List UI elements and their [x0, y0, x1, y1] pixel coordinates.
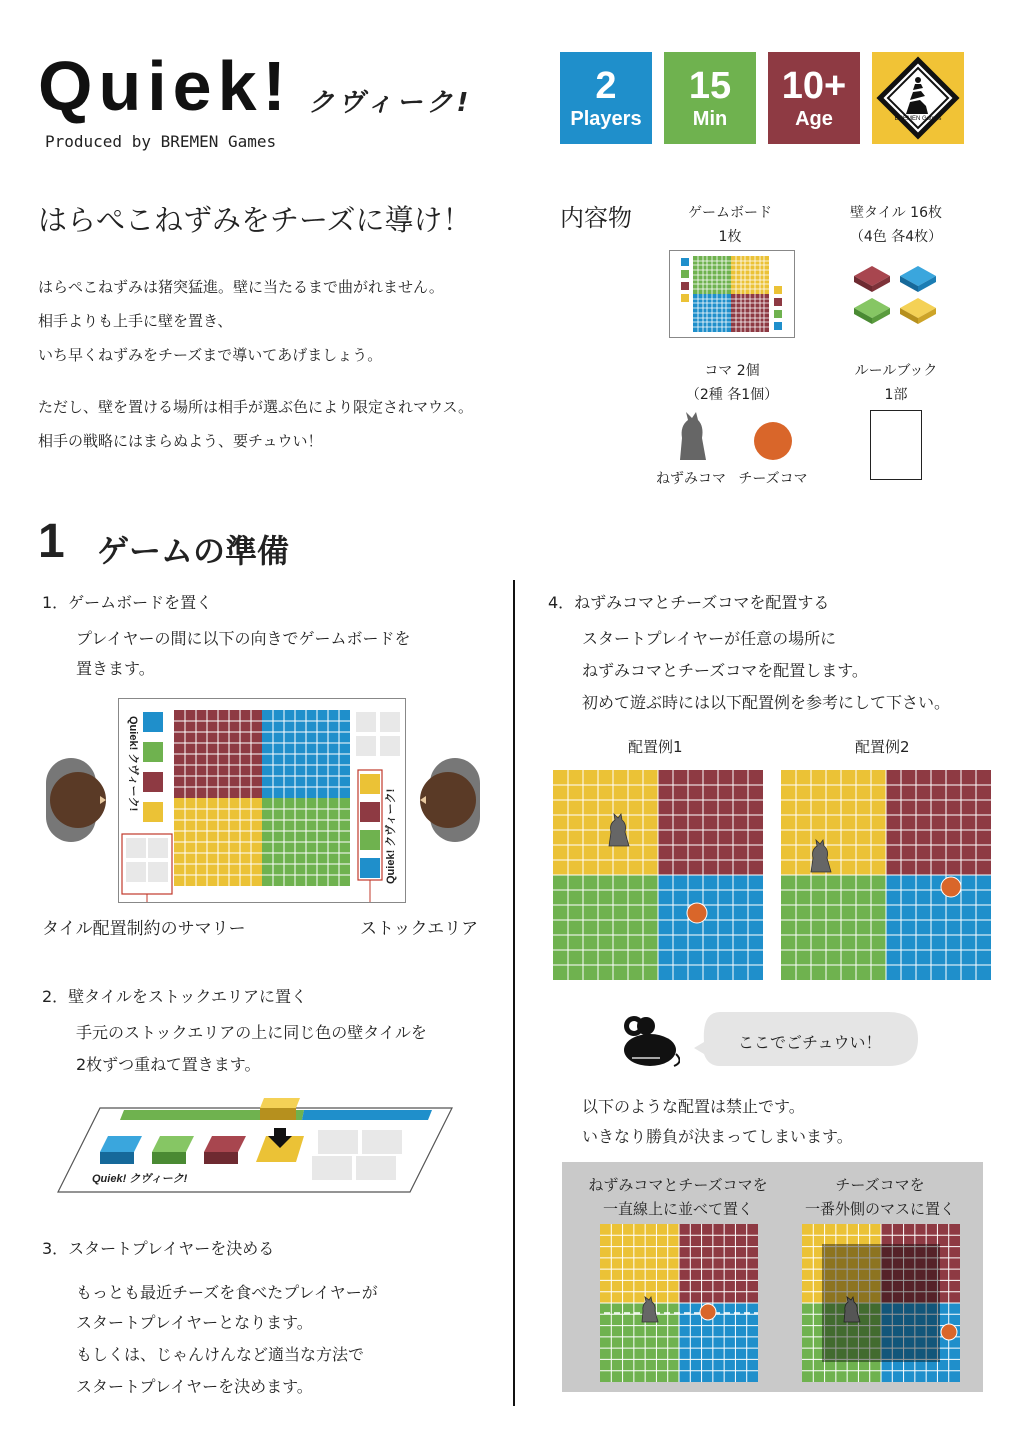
board-text-left: Quiek! クヴィーク! — [127, 716, 139, 812]
step1-heading: 1．ゲームボードを置く — [42, 593, 213, 612]
contents-board-count: 1枚 — [718, 229, 742, 245]
warning-text: 以下のような配置は禁止です。 — [582, 1097, 805, 1116]
contents-rulebook-label: ルールブック — [854, 363, 938, 379]
ban1-board — [600, 1224, 758, 1382]
step2-heading: 2．壁タイルをストックエリアに置く — [42, 987, 308, 1006]
contents-tile-label: 壁タイル 16枚 — [850, 205, 942, 221]
example1-label: 配置例1 — [628, 738, 683, 756]
board-quadrant-tl — [553, 770, 658, 875]
step4-text: ねずみコマとチーズコマを配置します。 — [582, 661, 868, 680]
contents-board-icon — [669, 250, 795, 338]
example2-label: 配置例2 — [855, 738, 910, 756]
players-badge: 2 Players — [560, 52, 652, 144]
column-divider — [513, 580, 515, 1406]
bremen-logo: BREMEN Games — [872, 52, 964, 144]
step4-heading: 4．ねずみコマとチーズコマを配置する — [548, 593, 830, 612]
intro-paragraph: 相手の戦略にはまらぬよう、要チュウい！ — [38, 432, 323, 450]
publisher-credit: Produced by BREMEN Games — [45, 132, 277, 151]
intro-paragraph: ただし、壁を置ける場所は相手が選ぶ色により限定されマウス。 — [38, 398, 474, 416]
mouse-piece-label: ねずみコマ — [656, 471, 726, 487]
ban1-cheese — [700, 1304, 716, 1320]
board-quadrant-bl — [781, 875, 886, 980]
step2-text: 2枚ずつ重ねて置きます。 — [76, 1055, 261, 1074]
cheese-piece-label: チーズコマ — [738, 471, 808, 487]
cheese-piece-icon — [753, 421, 793, 461]
intro-paragraph: 相手よりも上手に壁を置き、 — [38, 312, 233, 330]
contents-board-label: ゲームボード — [688, 205, 772, 221]
contents-tile-count: （4色 各4枚） — [849, 229, 943, 245]
step4-text: スタートプレイヤーが任意の場所に — [582, 629, 837, 648]
mouse-piece-icon — [672, 408, 712, 462]
game-subtitle: クヴィーク! — [308, 88, 473, 118]
player-left-icon — [44, 756, 106, 844]
ban2-cheese — [941, 1324, 957, 1340]
example1-cheese — [687, 903, 707, 923]
step1-text: 置きます。 — [76, 659, 155, 678]
contents-rulebook-count: 1部 — [884, 387, 908, 403]
time-badge: 15 Min — [664, 52, 756, 144]
step3-text: もっとも最近チーズを食べたプレイヤーが — [76, 1283, 378, 1302]
ban1-caption: ねずみコマとチーズコマを — [588, 1176, 768, 1194]
step3-text: もしくは、じゃんけんなど適当な方法で — [76, 1345, 365, 1364]
warning-text: いきなり勝負が決まってしまいます。 — [582, 1127, 853, 1146]
contents-pieces-label: コマ 2個 — [704, 363, 760, 379]
step3-text: スタートプレイヤーとなります。 — [76, 1313, 313, 1332]
age-badge: 10+ Age — [768, 52, 860, 144]
stock-area-diagram — [56, 1094, 456, 1198]
intro-paragraph: いち早くねずみをチーズまで導いてあげましょう。 — [38, 346, 383, 364]
example2-cheese — [941, 877, 961, 897]
intro-headline: はらぺこねずみをチーズに導け！ — [38, 203, 472, 237]
contents-title: 内容物 — [560, 204, 632, 232]
board-text-right: Quiek! クヴィーク! — [385, 788, 397, 884]
rulebook-icon — [870, 410, 922, 480]
example1-board — [553, 770, 763, 980]
ban1-caption: 一直線上に並べて置く — [602, 1200, 753, 1218]
player-right-icon — [420, 756, 482, 844]
setup-board-diagram — [118, 698, 406, 904]
board-quadrant-br — [886, 875, 991, 980]
game-title: Quiek! — [38, 47, 292, 125]
board-quadrant-tr — [679, 1224, 758, 1303]
step3-heading: 3．スタートプレイヤーを決める — [42, 1239, 275, 1258]
board-quadrant-tr — [886, 770, 991, 875]
board-quadrant-tl — [600, 1224, 679, 1303]
step1-text: プレイヤーの間に以下の向きでゲームボードを — [76, 629, 411, 648]
label-summary: タイル配置制約のサマリー — [42, 919, 246, 939]
ban2-caption: 一番外側のマスに置く — [804, 1200, 955, 1218]
board-quadrant-br — [658, 875, 763, 980]
contents-wall-tiles-icon — [850, 262, 942, 332]
example2-board — [781, 770, 991, 980]
warning-mouse-icon — [616, 1012, 680, 1068]
board-quadrant-tl — [781, 770, 886, 875]
label-stock-area: ストックエリア — [360, 919, 479, 939]
board-quadrant-br — [679, 1303, 758, 1382]
ban2-board — [802, 1224, 960, 1382]
intro-paragraph: はらぺこねずみは猪突猛進。壁に当たるまで曲がれません。 — [38, 278, 444, 296]
ban2-caption: チーズコマを — [835, 1176, 925, 1194]
board-quadrant-bl — [600, 1303, 679, 1382]
section-title: ゲームの準備 — [97, 532, 290, 570]
section-number: 1 — [38, 515, 65, 568]
step4-text: 初めて遊ぶ時には以下配置例を参考にして下さい。 — [582, 693, 951, 712]
contents-pieces-count: （2種 各1個） — [685, 387, 779, 403]
step2-text: 手元のストックエリアの上に同じ色の壁タイルを — [76, 1023, 427, 1042]
stock-board-text: Quiek! クヴィーク! — [92, 1173, 188, 1185]
step3-text: スタートプレイヤーを決めます。 — [76, 1377, 313, 1396]
board-quadrant-tr — [658, 770, 763, 875]
board-quadrant-bl — [553, 875, 658, 980]
speech-text: ここでごチュウい！ — [738, 1033, 882, 1052]
